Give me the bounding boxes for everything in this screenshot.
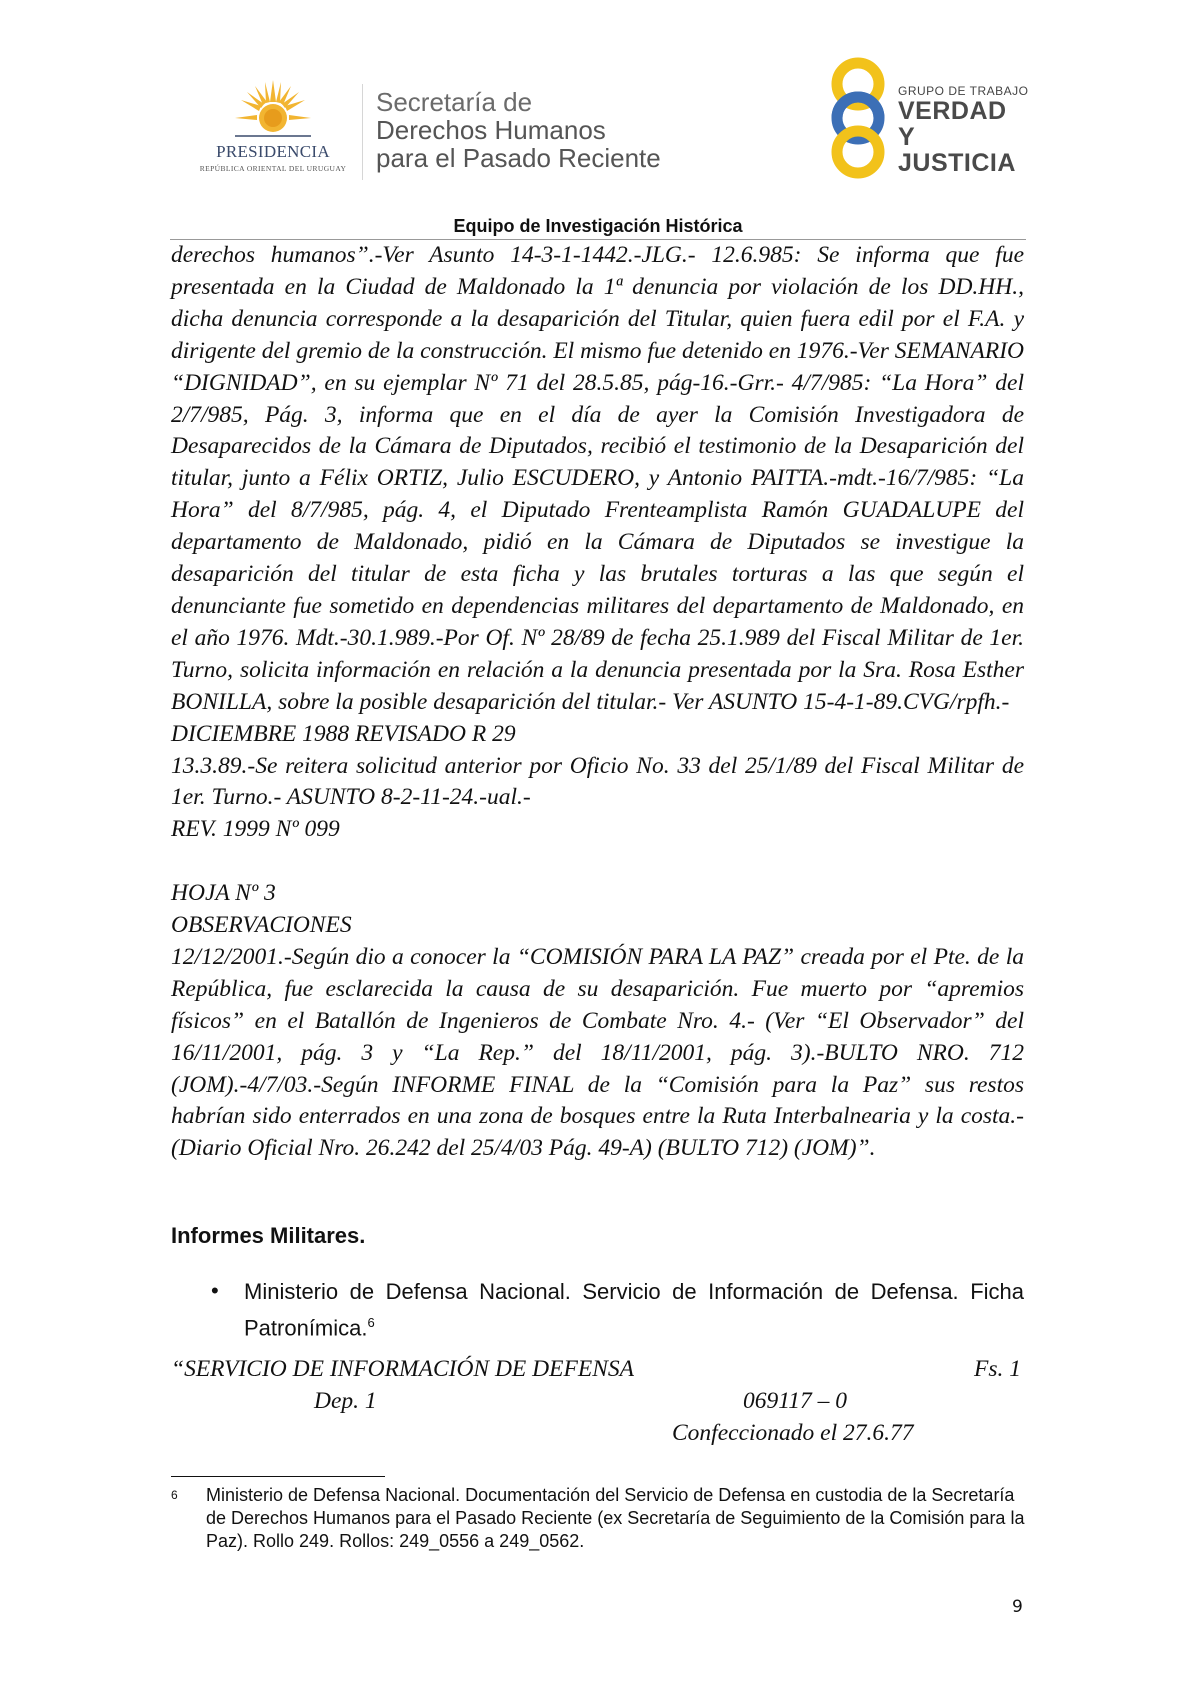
footnote-rule <box>171 1476 385 1477</box>
bullet-item-text: Ministerio de Defensa Nacional. Servicio de Información de Defensa. Ficha Patronímica. <box>244 1279 1024 1341</box>
sun-icon <box>233 78 313 144</box>
footnote <box>171 1484 1026 1553</box>
secretaria-logo-text <box>376 88 661 172</box>
secretaria-line-1: Secretaría de <box>376 87 533 117</box>
paragraph-2: 13.3.89.-Se reitera solicitud anterior por Oficio No. 33 del 25/1/89 del Fiscal Militar de 1er. Turno.- ASUNTO 8-2-11-24.-ual.- <box>171 752 1024 811</box>
footnote-text: Ministerio de Defensa Nacional. Documentación del Servicio de Defensa en custodia de la Secretaría de Derechos Humanos para el Pasado Reciente (ex Secretaría de Seguimiento de la Comisión para la Paz). Rollo 249. Rollos: 249_0556 a 249_0562. <box>206 1485 1025 1551</box>
sid-dep: Dep. 1 <box>314 1388 377 1414</box>
header-divider <box>362 84 363 180</box>
paragraph-3: 12/12/2001.-Según dio a conocer la “COMISIÓN PARA LA PAZ” creada por el Pte. de la República, fue esclarecida la causa de su desaparición. Fue muerto por “apremios físicos” en el Batallón de Ingenieros de Combate Nro. 4.- (Ver “El Observador” del 16/11/2001, pág. 3 y “La Rep.” del 18/11/2001, pág. 3).-BULTO NRO. 712 (JOM).-4/7/03.-Según INFORME FINAL de la “Comisión para la Paz” sus restos habrían sido enterrados en una zona de bosques entre la Ruta Interbalnearia y la costa.- (Diario Oficial Nro. 26.242 del 25/4/03 Pág. 49-A) (BULTO 712) (JOM)”. <box>171 943 1024 1162</box>
sid-title: “SERVICIO DE INFORMACIÓN DE DEFENSA <box>171 1356 634 1382</box>
page-number: 9 <box>1012 1597 1023 1617</box>
grupo-line-3: JUSTICIA <box>898 149 1016 177</box>
bullet-item <box>244 1276 1024 1343</box>
blank-line <box>171 846 1024 878</box>
secretaria-line-3: para el Pasado Reciente <box>376 143 661 173</box>
footnote-ref[interactable]: 6 <box>367 1315 375 1330</box>
sid-confeccionado: Confeccionado el 27.6.77 <box>672 1420 914 1446</box>
presidencia-name: PRESIDENCIA <box>216 142 330 161</box>
line-hoja: HOJA Nº 3 <box>171 880 276 907</box>
sid-code: 069117 – 0 <box>743 1388 848 1414</box>
bullet-marker: • <box>211 1278 219 1303</box>
section-heading: Informes Militares. <box>171 1223 366 1248</box>
grupo-line-1: GRUPO DE TRABAJO <box>898 84 1029 98</box>
grupo-trabajo-text <box>898 84 1030 176</box>
body-text <box>171 240 1024 1165</box>
document-header-title: Equipo de Investigación Histórica <box>453 216 743 236</box>
presidencia-logo <box>193 78 353 178</box>
line-observaciones: OBSERVACIONES <box>171 912 352 939</box>
paragraph-1: derechos humanos”.-Ver Asunto 14-3-1-1442.-JLG.- 12.6.985: Se informa que fue presentada en la Ciudad de Maldonado la 1ª denuncia por violación de los DD.HH., dicha denuncia corresponde a la desaparición del Titular, quien fuera edil por el F.A. y dirigente del gremio de la construcción. El mismo fue detenido en 1976.-Ver SEMANARIO “DIGNIDAD”, en su ejemplar Nº 71 del 28.5.85, pág-16.-Grr.- 4/7/985: “La Hora” del 2/7/985, Pág. 3, informa que en el día de ayer la Comisión Investigadora de Desaparecidos de la Cámara de Diputados, recibió el testimonio de la Desaparición del titular, junto a Félix ORTIZ, Julio ESCUDERO, y Antonio PAITTA.-mdt.-16/7/985: “La Hora” del 8/7/985, pág. 4, el Diputado Frenteamplista Ramón GUADALUPE del departamento de Maldonado, pidió en la Cámara de Diputados se investigue la desaparición del titular de esta ficha y las brutales torturas a las que según el denunciante fue sometido en dependencias militares del departamento de Maldonado, en el año 1976. Mdt.-30.1.989.-Por Of. Nº 28/89 de fecha 25.1.989 del Fiscal Militar de 1er. Turno, solicita información en relación a la denuncia presentada por la Sra. Rosa Esther BONILLA, sobre la posible desaparición del titular.- Ver ASUNTO 15-4-1-89.CVG/rpfh.- <box>171 242 1024 715</box>
sid-fs: Fs. 1 <box>974 1356 1021 1382</box>
secretaria-line-2: Derechos Humanos <box>376 115 606 145</box>
grupo-trabajo-logo <box>820 56 1030 180</box>
presidencia-subtitle: REPÚBLICA ORIENTAL DEL URUGUAY <box>199 164 347 173</box>
line-rev: REV. 1999 Nº 099 <box>171 816 340 843</box>
rings-icon <box>820 56 896 180</box>
grupo-line-2: VERDAD Y <box>898 97 1007 151</box>
footnote-number: 6 <box>171 1488 178 1502</box>
line-diciembre: DICIEMBRE 1988 REVISADO R 29 <box>171 720 516 747</box>
